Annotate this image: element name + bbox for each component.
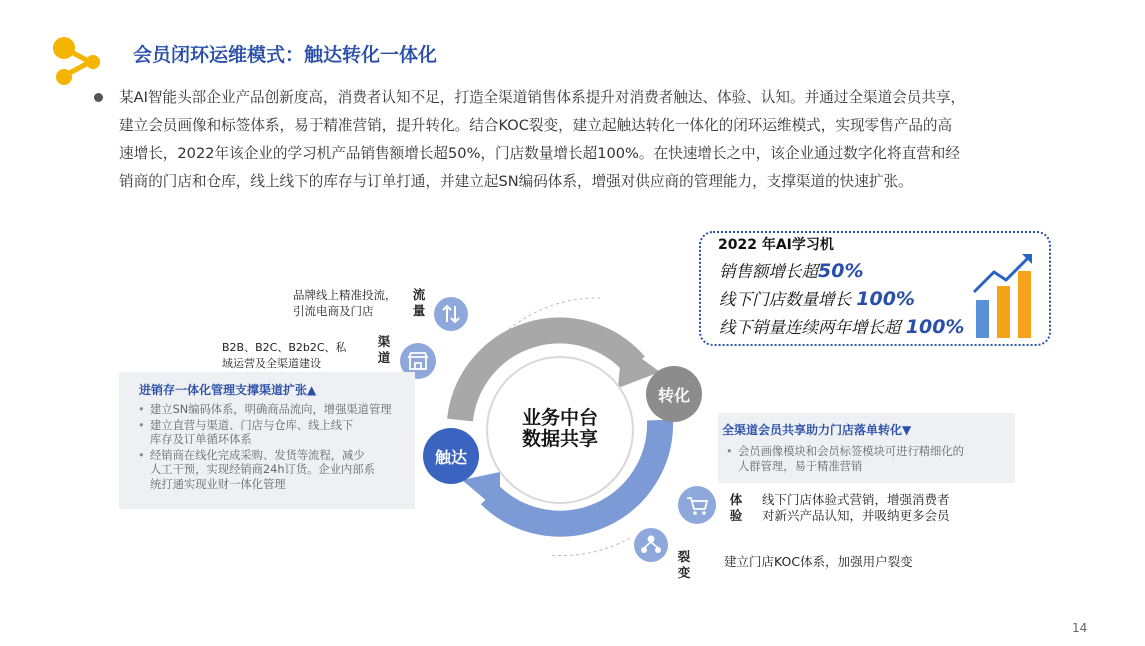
- stats-title: 2022 年AI学习机: [718, 237, 834, 253]
- list-item-line: 人群管理，易于精准营销: [738, 459, 863, 473]
- list-item-line: • 经销商在线化完成采购、发货等流程，减少: [150, 448, 365, 462]
- center-line-2: 数据共享: [521, 428, 598, 450]
- stats-line: [719, 314, 964, 338]
- center-label: [500, 408, 620, 450]
- left-panel-heading: 进销存一体化管理支撑渠道扩张▲: [139, 383, 317, 397]
- reach-node: [423, 428, 479, 484]
- bullet-dot: [94, 93, 103, 102]
- fission-label: 裂变: [677, 549, 691, 580]
- stats-prefix: 线下门店数量增长: [719, 290, 857, 309]
- list-item: [136, 419, 411, 448]
- flow-text-line-1: 品牌线上精准投流，: [293, 288, 397, 302]
- page-number: 14: [1072, 621, 1088, 635]
- traffic-icon: [434, 297, 468, 331]
- growth-chart-icon: [968, 248, 1038, 342]
- experience-text-line-1: 线下门店体验式营销，增强消费者: [762, 492, 950, 507]
- stats-value: 100%: [905, 316, 965, 338]
- experience-text-line-2: 对新兴产品认知，并吸纳更多会员: [762, 508, 950, 523]
- stats-line: [719, 258, 863, 282]
- reach-label: 触达: [434, 447, 467, 467]
- flow-label: 流量: [412, 287, 426, 318]
- paragraph-line: 销商的门店和仓库，线上线下的库存与订单打通，并建立起SN编码体系，增强对供应商的管理能力，支撑渠道的快速扩张。: [119, 173, 913, 190]
- cart-icon: [678, 486, 716, 524]
- convert-node: [646, 366, 702, 422]
- fission-text: 建立门店KOC体系，加强用户裂变: [724, 554, 913, 569]
- list-item-line: 库存及订单循环体系: [150, 433, 252, 446]
- stats-line: [719, 286, 915, 310]
- right-panel-heading: 全渠道会员共享助力门店落单转化▼: [722, 423, 912, 437]
- paragraph-line: 建立会员画像和标签体系，易于精准营销，提升转化。结合KOC裂变，建立起触达转化一体化的闭环运维模式，实现零售产品的高: [119, 117, 953, 134]
- left-panel-list: [136, 403, 411, 493]
- convert-label: 转化: [657, 385, 690, 405]
- list-item-line: • 建立直营与渠道、门店与仓库、线上线下: [150, 418, 354, 432]
- list-item-line: 人工干预，实现经销商24h订货。企业内部系: [150, 463, 375, 476]
- logo-icon: [48, 34, 108, 92]
- channel-text-line-2: 域运营及全渠道建设: [222, 357, 321, 370]
- flow-text-line-2: 引流电商及门店: [293, 304, 374, 318]
- right-panel-list: [724, 445, 1009, 475]
- flow-text: [293, 287, 397, 319]
- list-item: [136, 449, 411, 493]
- experience-text: [762, 492, 950, 524]
- list-item-line: • 建立SN编码体系，明确商品流向，增强渠道管理: [150, 403, 392, 416]
- stats-prefix: 线下销量连续两年增长超: [719, 318, 906, 337]
- channel-text-line-1: B2B、B2C、B2b2C、私: [222, 341, 347, 354]
- list-item-line: 统打通实现业财一体化管理: [150, 477, 286, 491]
- stats-value: 100%: [856, 288, 915, 310]
- channel-text: [222, 340, 347, 372]
- list-item: [136, 403, 411, 418]
- stats-prefix: 销售额增长超: [719, 262, 818, 281]
- list-item: [724, 445, 1009, 474]
- page-title: 会员闭环运维模式：触达转化一体化: [133, 44, 438, 66]
- experience-label: 体验: [729, 492, 743, 523]
- center-line-1: 业务中台: [521, 407, 598, 429]
- intro-paragraph: [119, 84, 1081, 196]
- people-network-icon: [634, 528, 668, 562]
- stats-value: 50%: [818, 260, 864, 282]
- paragraph-line: 速增长，2022年该企业的学习机产品销售额增长超50%，门店数量增长超100%。在快速增长之中，该企业通过数字化将直营和经: [119, 145, 960, 162]
- channel-label: 渠道: [377, 334, 391, 365]
- list-item-line: • 会员画像模块和会员标签模块可进行精细化的: [738, 445, 964, 458]
- paragraph-line: 某AI智能头部企业产品创新度高，消费者认知不足，打造全渠道销售体系提升对消费者触达、体验、认知。并通过全渠道会员共享，: [119, 89, 966, 106]
